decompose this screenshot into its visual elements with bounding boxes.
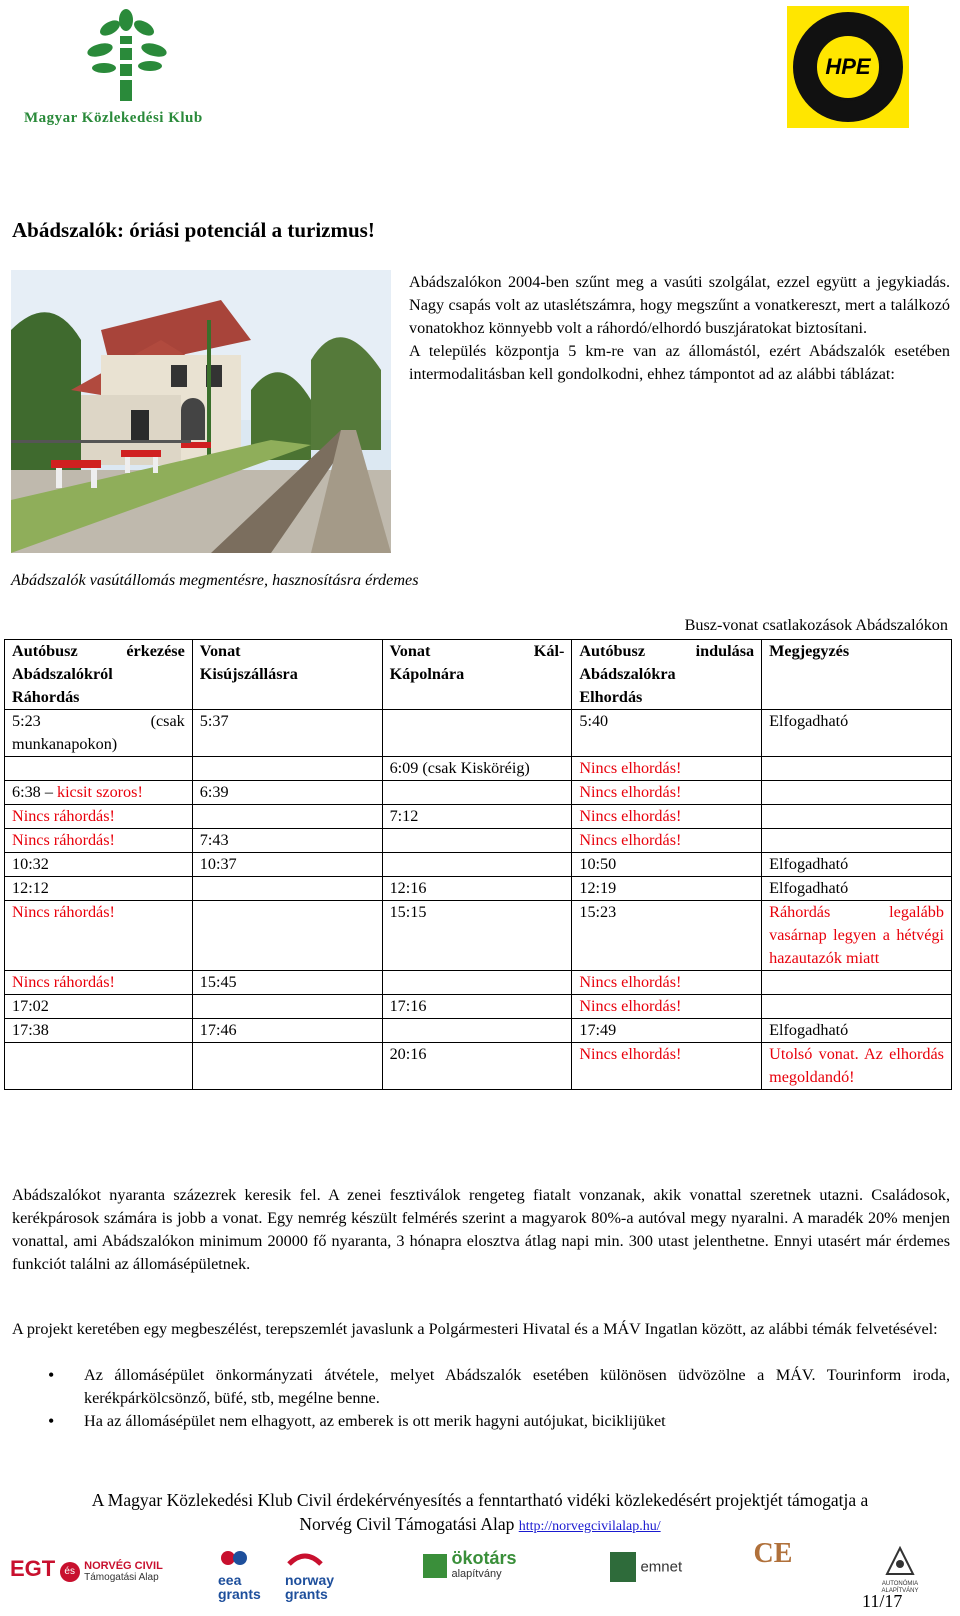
table-cell: [192, 901, 382, 971]
eea-icon: [218, 1548, 258, 1568]
table-cell: 15:45: [192, 971, 382, 995]
eea-grants-logo: eea grants: [218, 1548, 278, 1601]
table-row: [5, 1019, 952, 1043]
header-train-kal-kapolna: Vonat Kál- Kápolnára: [382, 640, 572, 710]
table-cell: 7:12: [382, 805, 572, 829]
table-cell: Nincs elhordás!: [572, 1043, 762, 1090]
table-cell: [382, 1019, 572, 1043]
table-row: [5, 853, 952, 877]
bullet-icon: •: [48, 1411, 55, 1431]
table-cell: [5, 1043, 193, 1090]
table-cell: 6:09 (csak Kisköréig): [382, 757, 572, 781]
table-cell: [192, 757, 382, 781]
table-cell: 7:43: [192, 829, 382, 853]
table-cell: [382, 710, 572, 757]
table-cell: Elfogadható: [762, 710, 952, 757]
autonomia-icon: [885, 1546, 915, 1576]
table-cell: 20:16: [382, 1043, 572, 1090]
table-row: [5, 1043, 952, 1090]
table-cell: [382, 971, 572, 995]
table-cell: Nincs ráhordás!: [5, 829, 193, 853]
table-cell: Nincs elhordás!: [572, 995, 762, 1019]
intro-paragraph: Abádszalókon 2004-ben szűnt meg a vasúti szolgálat, ezzel együtt a jegykiadás. Nagy csapás volt az utaslétszámra, hogy megszűnt a vonatkereszt, mert a találkozó vonatokhoz könnyebb volt a ráhordó/elhordó buszjáratokat biztosítani.: [409, 273, 950, 337]
body-paragraph: A projekt keretében egy megbeszélést, terepszemlét javaslunk a Polgármesteri Hivatal és a MÁV Ingatlan között, az alábbi témák felvetésével:: [12, 1320, 938, 1338]
intro-paragraph: A település központja 5 km-re van az állomástól, ezért Abádszalók esetében intermodalitásban kell gondolkodni, ehhez támpontot ad az alábbi táblázat:: [409, 342, 950, 383]
table-cell: Nincs elhordás!: [572, 971, 762, 995]
table-cell: 5:40: [572, 710, 762, 757]
table-header-row: [5, 640, 952, 710]
table-cell: 10:37: [192, 853, 382, 877]
list-item: • Ha az állomásépület nem elhagyott, az emberek is ott merik hagyni autójukat, biciklijüket: [48, 1411, 666, 1431]
table-row: [5, 710, 952, 757]
table-cell: Elfogadható: [762, 853, 952, 877]
table-cell: [382, 781, 572, 805]
table-cell: Elfogadható: [762, 1019, 952, 1043]
header-train-kisujszallas: Vonat Kisújszállásra: [192, 640, 382, 710]
table-row: [5, 757, 952, 781]
table-cell: Nincs ráhordás!: [5, 805, 193, 829]
table-cell: 10:50: [572, 853, 762, 877]
table-cell: [762, 757, 952, 781]
table-cell: Nincs elhordás!: [572, 829, 762, 853]
egt-logo: EGT és NORVÉG CIVIL Támogatási Alap: [10, 1556, 163, 1583]
page-title: Abádszalók: óriási potenciál a turizmus!: [12, 218, 375, 242]
okotars-icon: [423, 1554, 447, 1578]
table-cell: [192, 995, 382, 1019]
table-cell: [192, 1043, 382, 1090]
emnet-logo: emnet: [610, 1552, 682, 1582]
table-cell: Nincs ráhordás!: [5, 901, 193, 971]
table-cell: Nincs elhordás!: [572, 805, 762, 829]
table-cell: [382, 829, 572, 853]
table-cell: Nincs elhordás!: [572, 781, 762, 805]
mkk-logo: [20, 6, 240, 126]
table-row: [5, 805, 952, 829]
table-row: [5, 901, 952, 971]
table-row: [5, 829, 952, 853]
table-row: [5, 995, 952, 1019]
table-cell: Nincs elhordás!: [572, 757, 762, 781]
table-cell: 17:49: [572, 1019, 762, 1043]
table-cell: Elfogadható: [762, 877, 952, 901]
table-cell: [762, 781, 952, 805]
table-cell: [5, 757, 193, 781]
table-cell: 12:16: [382, 877, 572, 901]
hpe-logo-text: HPE: [814, 33, 882, 101]
table-cell: 6:39: [192, 781, 382, 805]
table-cell: 17:46: [192, 1019, 382, 1043]
station-photo: [11, 270, 391, 553]
bullet-list: [12, 1364, 950, 1433]
table-row: [5, 877, 952, 901]
list-item: • Az állomásépület önkormányzati átvétele, melyet Abádszalók esetében különösen üdvözölne a MÁV. Tourinform iroda, kerékpárkölcsönző, büfé, stb, megélne benne.: [48, 1365, 950, 1407]
schedule-table: [4, 639, 952, 1090]
body-paragraph: Abádszalókot nyaranta százezrek keresik fel. A zenei fesztiválok rengeteg fiatalt vonzanak, akik vonattal szeretnek utazni. Családosok, kerékpárosok számára is jobb a vonat. Egy nemrég készült felmérés szerint a magyarok 80%-a autóval megy nyaralni. A maradék 20% menjen vonattal, ami Abádszalókon minimum 20000 fő nyaranta, 3 hónapra elosztva átlag napi min. 300 utast jelenthetne. Ennyi utasért már érdemes funkciót találni az állomásépületnek.: [12, 1186, 950, 1273]
page-number: 11/17: [862, 1591, 903, 1611]
table-row: [5, 971, 952, 995]
header-bus-departure: Autóbusz indulása Abádszalókra Elhordás: [572, 640, 762, 710]
table-cell: 5:23 (csak munkanapokon): [5, 710, 193, 757]
table-cell: [382, 853, 572, 877]
table-cell: 5:37: [192, 710, 382, 757]
table-cell: 17:38: [5, 1019, 193, 1043]
table-cell: 15:23: [572, 901, 762, 971]
footer-text: A Magyar Közlekedési Klub Civil érdekérvényesítés a fenntartható vidéki közlekedésért projektjét támogatja a Norvég Civil Támogatási Alap http://norvegcivilalap.hu/: [91, 1490, 869, 1534]
okotars-logo: ökotárs alapítvány: [423, 1550, 516, 1582]
table-cell: 17:02: [5, 995, 193, 1019]
mkk-logo-text: Magyar Közlekedési Klub: [24, 110, 203, 126]
header-note: Megjegyzés: [762, 640, 952, 710]
ce-logo: CE: [753, 1538, 793, 1569]
table-cell: Ráhordás legalább vasárnap legyen a hétvégi hazautazók miatt: [762, 901, 952, 971]
intro-text: [409, 271, 950, 386]
header-bus-arrival: Autóbusz érkezése Abádszalókról Ráhordás: [5, 640, 193, 710]
table-row: [5, 781, 952, 805]
emnet-icon: [610, 1552, 636, 1582]
table-cell: 6:38 – kicsit szoros!: [5, 781, 193, 805]
table-cell: [192, 805, 382, 829]
table-cell: 12:12: [5, 877, 193, 901]
table-cell: [762, 995, 952, 1019]
tree-icon: [80, 6, 180, 106]
autonomia-logo: AUTONÓMIA ALAPÍTVÁNY: [870, 1546, 930, 1595]
norway-icon: [285, 1548, 325, 1568]
bullet-icon: •: [48, 1365, 55, 1385]
table-cell: 10:32: [5, 853, 193, 877]
table-cell: Nincs ráhordás!: [5, 971, 193, 995]
footer-link[interactable]: http://norvegcivilalap.hu/: [518, 1519, 661, 1534]
table-title: Busz-vonat csatlakozások Abádszalókon: [684, 616, 948, 634]
norway-grants-logo: norway grants: [285, 1548, 355, 1601]
table-cell: [762, 971, 952, 995]
table-cell: 15:15: [382, 901, 572, 971]
hpe-logo: [787, 6, 909, 128]
table-cell: [762, 829, 952, 853]
photo-caption: Abádszalók vasútállomás megmentésre, hasznosításra érdemes: [11, 571, 419, 589]
table-cell: 12:19: [572, 877, 762, 901]
table-cell: [192, 877, 382, 901]
table-cell: Utolsó vonat. Az elhordás megoldandó!: [762, 1043, 952, 1090]
table-cell: [762, 805, 952, 829]
table-cell: 17:16: [382, 995, 572, 1019]
